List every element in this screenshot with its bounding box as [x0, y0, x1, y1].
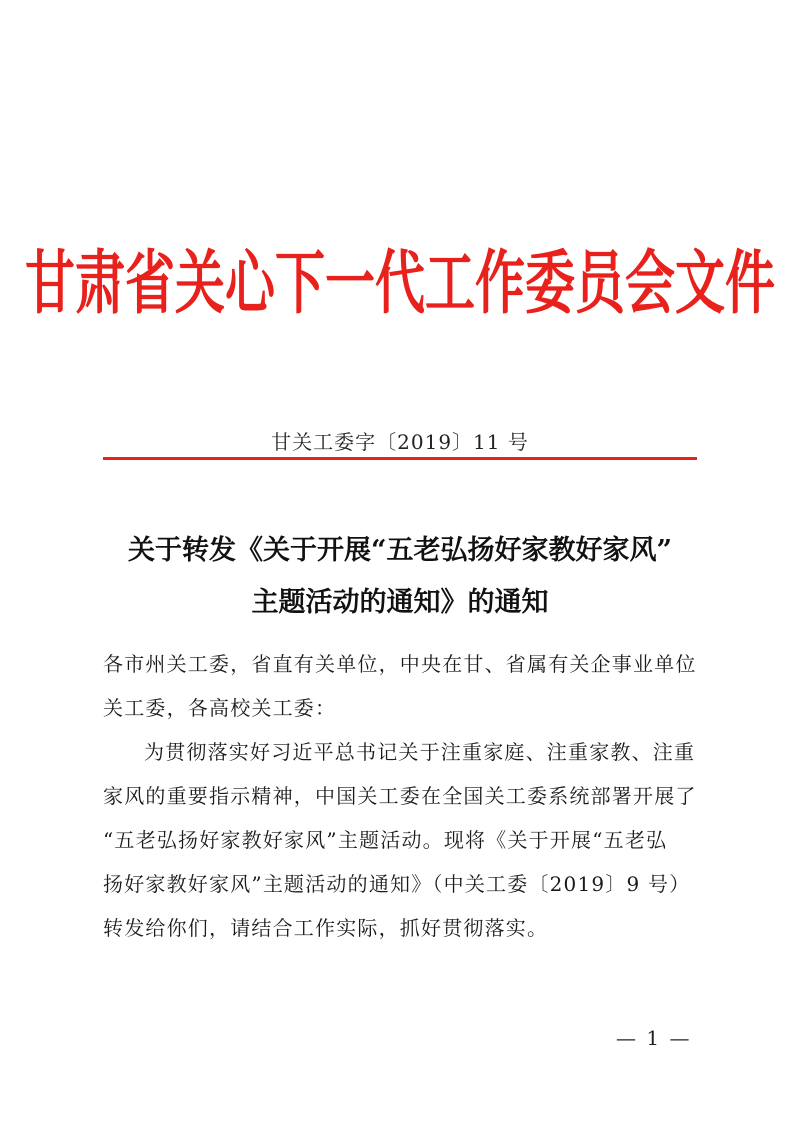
- body-paragraph-line-2: 家风的重要指示精神，中国关工委在全国关工委系统部署开展了: [103, 784, 697, 808]
- notice-title-line-1: 关于转发《关于开展“五老弘扬好家教好家风”: [127, 535, 673, 566]
- notice-title-line-2: 主题活动的通知》的通知: [251, 587, 549, 618]
- page-number: — 1 —: [616, 1026, 692, 1050]
- body-paragraph-line-5: 转发给你们，请结合工作实际，抓好贯彻落实。: [103, 916, 549, 940]
- body-paragraph-line-4: 扬好家教好家风”主题活动的通知》（中关工委〔2019〕9 号）: [103, 872, 691, 896]
- addressee-line-1: 各市州关工委，省直有关单位，中央在甘、省属有关企事业单位: [103, 652, 697, 676]
- red-divider-line: [103, 457, 697, 460]
- masthead-title: 甘肃省关心下一代工作委员会文件: [25, 243, 775, 324]
- body-paragraph-line-1: 为贯彻落实好习近平总书记关于注重家庭、注重家教、注重: [144, 740, 696, 764]
- body-paragraph-line-3: “五老弘扬好家教好家风”主题活动。现将《关于开展“五老弘: [103, 828, 668, 852]
- document-number: 甘关工委字〔2019〕11 号: [271, 430, 529, 454]
- addressee-line-2: 关工委，各高校关工委：: [103, 696, 337, 720]
